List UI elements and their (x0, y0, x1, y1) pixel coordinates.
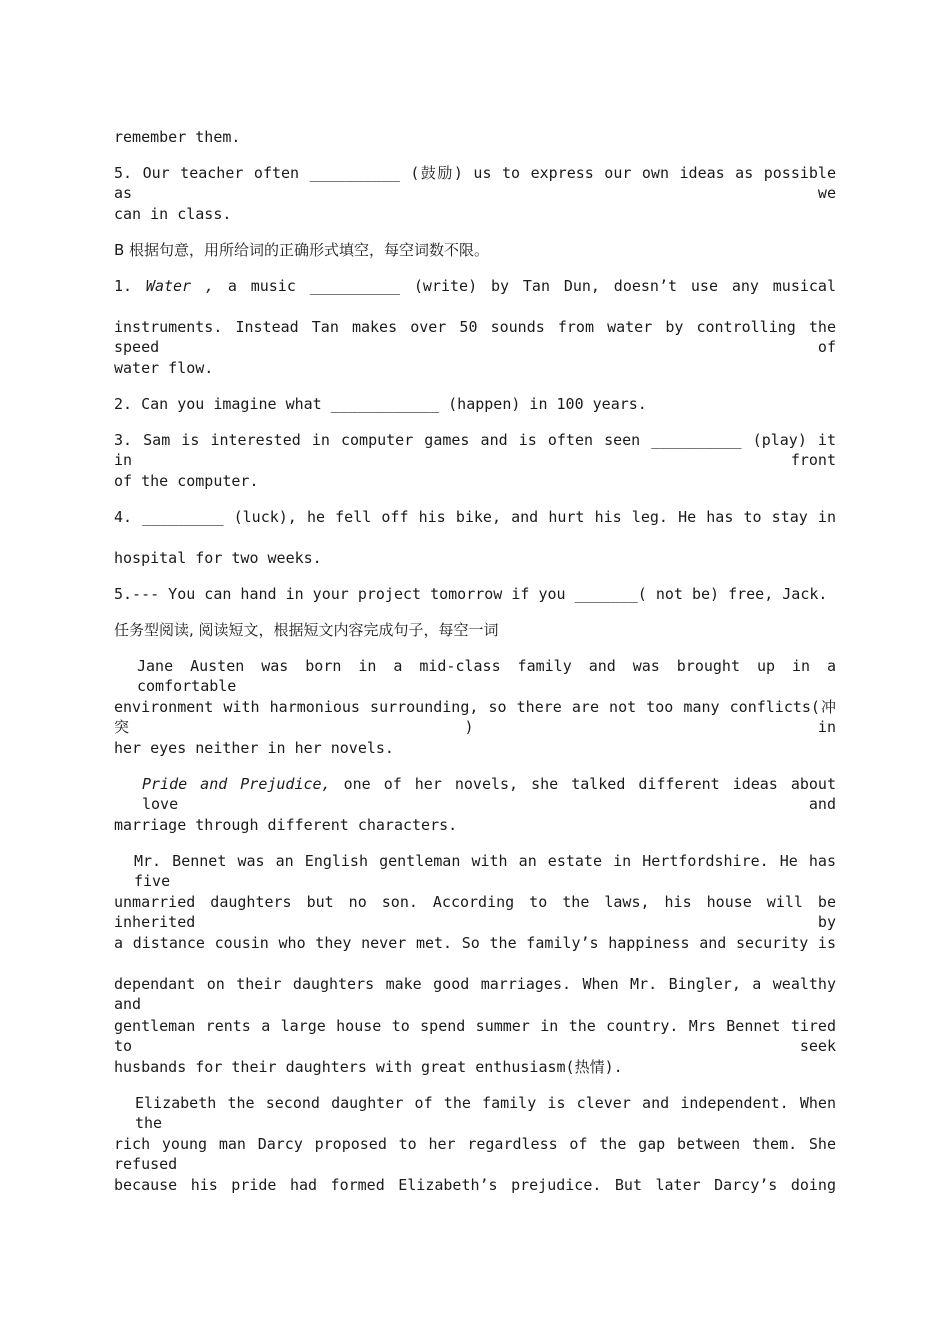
paragraph-line: Elizabeth the second daughter of the family is clever and independent. When the (135, 1094, 836, 1132)
text-line: water flow. (114, 359, 214, 377)
paragraph-line: marriage through different characters. (114, 816, 458, 834)
text-line: remember them. (114, 128, 241, 146)
paragraph-line: environment with harmonious surrounding, so there are not too many conflicts(冲突) in (114, 698, 836, 736)
text-line: instruments. Instead Tan makes over 50 sounds from water by controlling the speed of (114, 318, 836, 356)
exercise-b-item-5: 5.--- You can hand in your project tomorrow if you _______( not be) free, Jack. (114, 585, 828, 603)
paragraph-line: Jane Austen was born in a mid-class family and was brought up in a comfortable (137, 657, 836, 695)
paragraph-line: because his pride had formed Elizabeth’s prejudice. But later Darcy’s doing (114, 1176, 836, 1194)
text-line: can in class. (114, 205, 232, 223)
paragraph-line: Mr. Bennet was an English gentleman with an estate in Hertfordshire. He has five (134, 852, 836, 890)
exercise-b-item-1 (114, 276, 836, 296)
item-text: a music __________ (write) by Tan Dun, doesn’t use any musical (213, 277, 836, 295)
paragraph-line: rich young man Darcy proposed to her regardless of the gap between them. She refused (114, 1135, 836, 1173)
exercise-b-item-2: 2. Can you imagine what ____________ (happen) in 100 years. (114, 395, 647, 413)
work-title: Water , (145, 277, 214, 295)
section-b-heading: B 根据句意，用所给词的正确形式填空，每空词数不限。 (114, 241, 490, 259)
paragraph-line: unmarried daughters but no son. According to the laws, his house will be inherited by (114, 893, 836, 931)
paragraph-line: a distance cousin who they never met. So the family’s happiness and security is (114, 934, 836, 952)
item-number: 1. (114, 277, 146, 295)
paragraph-line (142, 774, 836, 813)
paragraph-line: dependant on their daughters make good marriages. When Mr. Bingler, a wealthy and (114, 975, 836, 1013)
paragraph-text: one of her novels, she talked different ideas about love and (142, 775, 836, 813)
text-line: of the computer. (114, 472, 259, 490)
exercise-item-5: 5. Our teacher often __________ (鼓励) us to express our own ideas as possible as we (114, 164, 836, 202)
paragraph-line: gentleman rents a large house to spend summer in the country. Mrs Bennet tired to seek (114, 1017, 836, 1055)
novel-title: Pride and Prejudice, (142, 775, 331, 793)
paragraph-line: her eyes neither in her novels. (114, 739, 394, 757)
exercise-b-item-3: 3. Sam is interested in computer games and is often seen __________ (play) it in front (114, 431, 836, 469)
paragraph-line: husbands for their daughters with great enthusiasm(热情). (114, 1058, 623, 1076)
reading-section-heading: 任务型阅读, 阅读短文，根据短文内容完成句子，每空一词 (114, 621, 499, 639)
text-line: hospital for two weeks. (114, 549, 322, 567)
exercise-b-item-4: 4. _________ (luck), he fell off his bike, and hurt his leg. He has to stay in (114, 508, 836, 526)
